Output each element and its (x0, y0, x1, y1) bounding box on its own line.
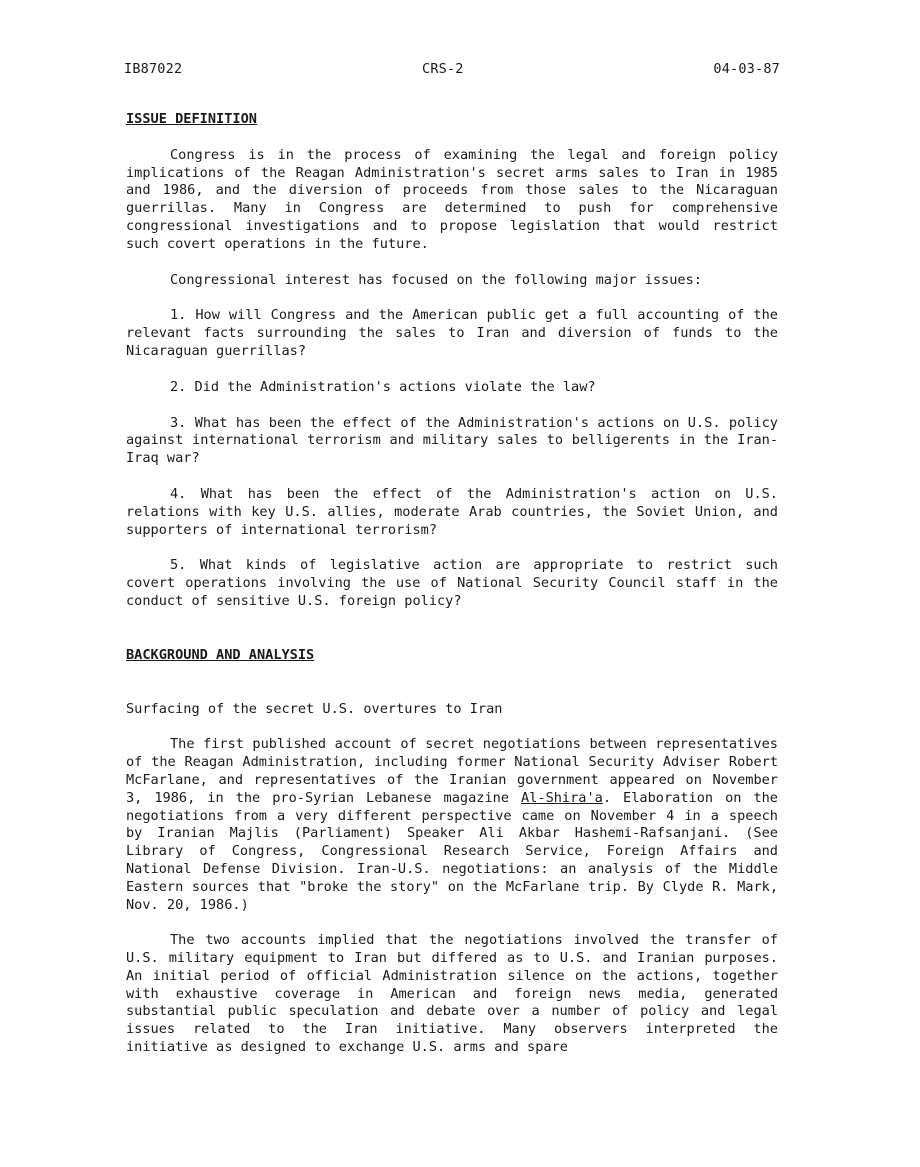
issue-item-5: 5. What kinds of legislative action are appropriate to restrict such covert operations involving the use of National Security Council staff in the conduct of sensitive U.S. foreign policy? (126, 557, 778, 609)
issue-lead-paragraph: Congressional interest has focused on the following major issues: (170, 271, 702, 288)
issue-intro-paragraph: Congress is in the process of examining the legal and foreign policy implications of the Reagan Administration's secret arms sales to Iran in 1985 and 1986, and the diversion of proceeds from those sales to the Nicaraguan guerrillas. Many in Congress are determined to push for comprehensive congressional investigations and to propose legislation that would restrict such covert operations in the future. (126, 146, 778, 252)
paragraph-text: . Elaboration on the negotiations from a very different perspective came on November 4 in a speech by Iranian Majlis (Parliament) Speaker Ali Akbar Hashemi-Rafsanjani. (See Library of Congress, Congressional Research Service, Foreign Affairs and National Defense Division. Iran-U.S. negotiations: an analysis of the Middle Eastern sources that "broke the story" on the McFarlane trip. By Clyde R. Mark, Nov. 20, 1986.) (126, 789, 778, 913)
paragraph-text: The first published account of secret negotiations between representatives of the Reagan Administration, including former National Security Adviser Robert McFarlane, and representatives of the Iranian government appeared on November 3, 1986, in the pro-Syrian Lebanese magazine (126, 736, 778, 806)
document-date: 04-03-87 (713, 61, 780, 77)
section-heading-background: BACKGROUND AND ANALYSIS (126, 646, 315, 663)
background-paragraph-2: The two accounts implied that the negotiations involved the transfer of U.S. military equipment to Iran but differed as to U.S. and Iranian purposes. An initial period of official Administration silence on the actions, together with exhaustive coverage in American and foreign news media, generated substantial public speculation and debate over a number of policy and legal issues related to the Iran initiative. Many observers interpreted the initiative as designed to exchange U.S. arms and spare (126, 932, 778, 1056)
issue-item-1: 1. How will Congress and the American public get a full accounting of the relevant facts surrounding the sales to Iran and diversion of funds to the Nicaraguan guerrillas? (126, 307, 778, 359)
issue-item-2: 2. Did the Administration's actions violate the law? (170, 378, 596, 395)
section-heading-issue-definition: ISSUE DEFINITION (126, 111, 257, 127)
background-paragraph-1 (126, 736, 778, 914)
page-header (124, 61, 780, 79)
document-body (126, 111, 778, 1057)
subsection-heading: Surfacing of the secret U.S. overtures to Iran (126, 700, 503, 717)
document-id: IB87022 (124, 61, 183, 77)
issue-item-4: 4. What has been the effect of the Administration's action on U.S. relations with key U.S. allies, moderate Arab countries, the Soviet Union, and supporters of international terrorism? (126, 485, 778, 538)
magazine-title: Al-Shira'a (521, 789, 603, 806)
page-number: CRS-2 (422, 61, 464, 77)
issue-item-3: 3. What has been the effect of the Administration's actions on U.S. policy against international terrorism and military sales to belligerents in the Iran-Iraq war? (126, 414, 778, 467)
